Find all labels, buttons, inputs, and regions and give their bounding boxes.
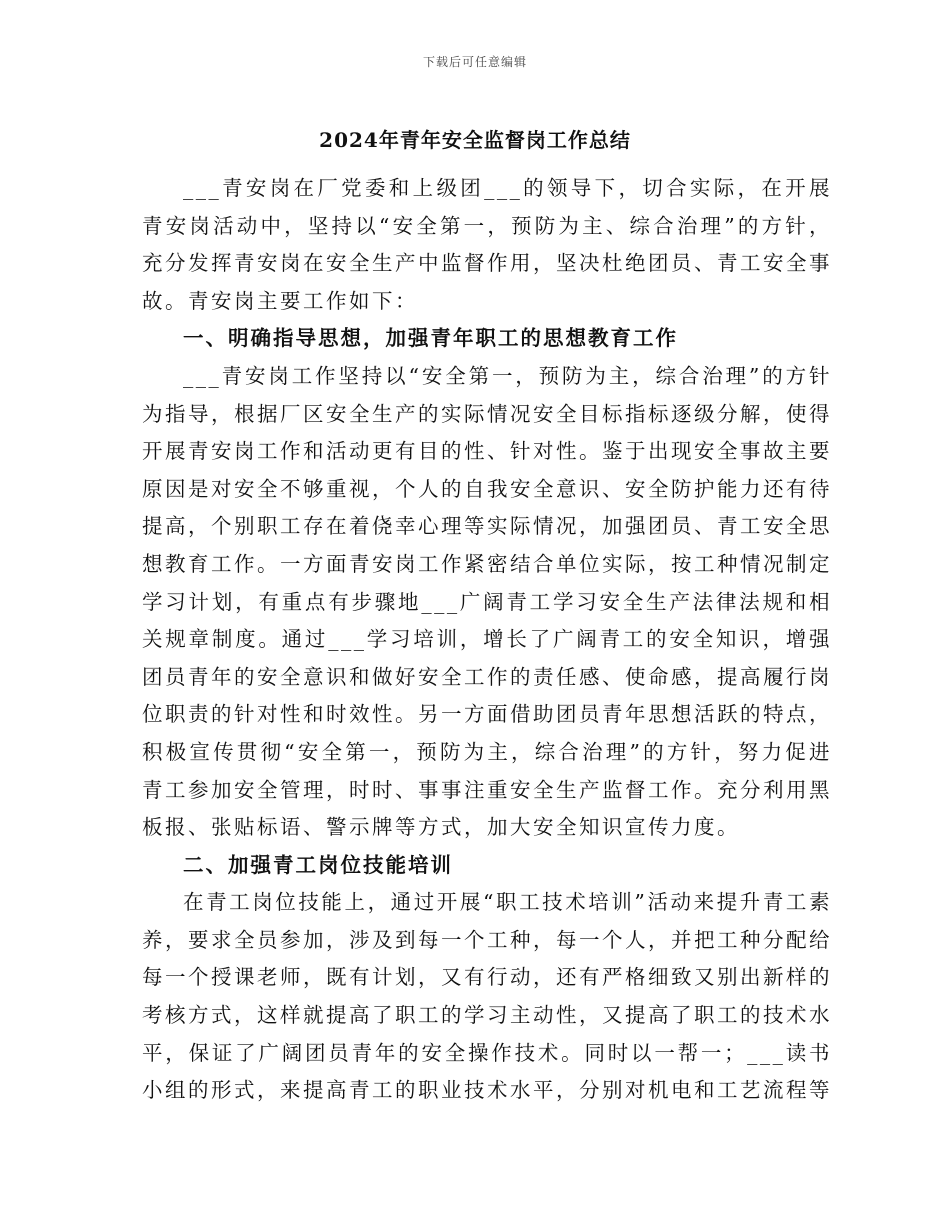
page-header-note: 下载后可任意编辑 <box>422 55 527 69</box>
document-title: 2024年青年安全监督岗工作总结 <box>319 128 631 152</box>
section-1-heading: 一、明确指导思想，加强青年职工的思想教育工作 <box>183 326 678 351</box>
document-body <box>142 170 832 1110</box>
section-2-paragraph: 在青工岗位技能上，通过开展“职工技术培训”活动来提升青工素养，要求全员参加，涉及到每一个工种，每一个人，并把工种分配给每一个授课老师，既有计划，又有行动，还有严格细致又别出新样的考核方式，这样就提高了职工的学习主动性，又提高了职工的技术水平，保证了广阔团员青年的安全操作技术。同时以一帮一；___读书小组的形式，来提高青工的职业技术水平，分别对机电和工艺流程等 <box>142 890 832 1103</box>
intro-paragraph: ___青安岗在厂党委和上级团___的领导下，切合实际，在开展青安岗活动中，坚持以“安全第一，预防为主、综合治理”的方针，充分发挥青安岗在安全生产中监督作用，坚决杜绝团员、青工安全事故。青安岗主要工作如下： <box>142 176 832 313</box>
section-2-heading: 二、加强青工岗位技能培训 <box>183 852 453 877</box>
section-1-paragraph: ___青安岗工作坚持以“安全第一，预防为主，综合治理”的方针为指导，根据厂区安全生产的实际情况安全目标指标逐级分解，使得开展青安岗工作和活动更有目的性、针对性。鉴于出现安全事故主要原因是对安全不够重视，个人的自我安全意识、安全防护能力还有待提高，个别职工存在着侥幸心理等实际情况，加强团员、青工安全思想教育工作。一方面青安岗工作紧密结合单位实际，按工种情况制定学习计划，有重点有步骤地___广阔青工学习安全生产法律法规和相关规章制度。通过___学习培训，增长了广阔青工的安全知识，增强团员青年的安全意识和做好安全工作的责任感、使命感，提高履行岗位职责的针对性和时效性。另一方面借助团员青年思想活跃的特点，积极宣传贯彻“安全第一，预防为主，综合治理”的方针，努力促进青工参加安全管理，时时、事事注重安全生产监督工作。充分利用黑板报、张贴标语、警示牌等方式，加大安全知识宣传力度。 <box>142 363 832 840</box>
